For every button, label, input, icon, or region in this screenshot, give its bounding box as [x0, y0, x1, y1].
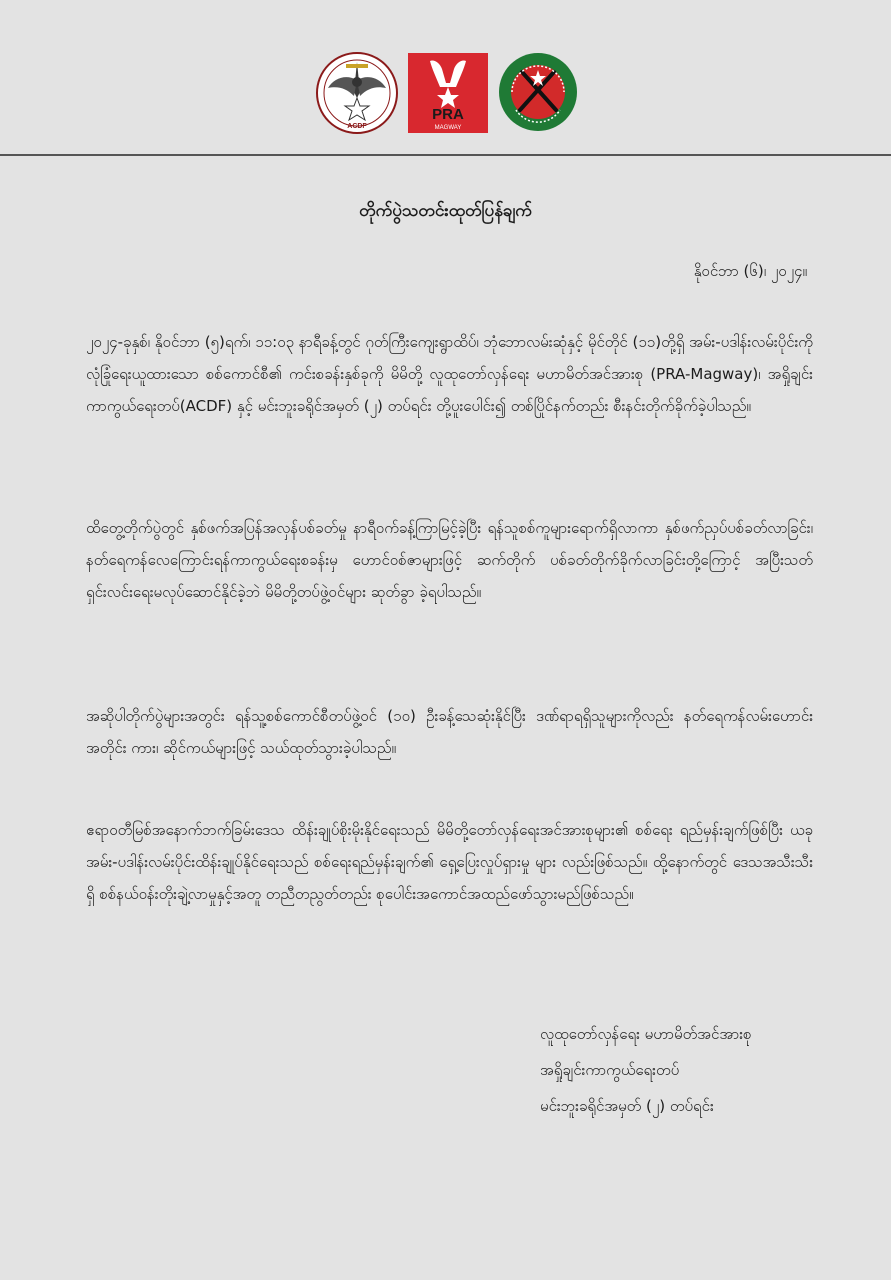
- signature-line-2: အရှိုချင်းကာကွယ်ရေးတပ်: [540, 1061, 680, 1079]
- right-emblem-logo: [498, 52, 578, 132]
- acdf-logo-caption: ACDF: [347, 123, 367, 130]
- paragraph-1: ၂၀၂၄-ခုနှစ်၊ နိုဝင်ဘာ (၅)ရက်၊ ၁၁:၀၃ နာရီခန့်တွင် ဂုတ်ကြီးကျေးရွာထိပ်၊ ဘုံဘောလမ်းဆုံနှင့် မိုင်တိုင် (၁၁)တို့ရှိ အမ်း-ပဒါန်းလမ်းပိုင်းကို လုံခြုံရေးယူထားသော စစ်ကောင်စီ၏ ကင်းစခန်းနှစ်ခုကို မိမိတို့ လူထုတော်လှန်ရေး မဟာမိတ်အင်အားစု (PRA-Magway)၊ အရှိုချင်းကာကွယ်ရေးတပ်(ACDF) နှင့် မင်းဘူးခရိုင်အမှတ် (၂) တပ်ရင်း တို့ပူးပေါင်း၍ တစ်ပြိုင်နက်တည်း စီးနင်းတိုက်ခိုက်ခဲ့ပါသည်။: [86, 333, 813, 415]
- paragraph-2: ထိတွေ့တိုက်ပွဲတွင် နှစ်ဖက်အပြန်အလှန်ပစ်ခတ်မှု နာရီဝက်ခန့်ကြာမြင့်ခဲ့ပြီး ရန်သူစစ်ကူများရောက်ရှိလာကာ နှစ်ဖက်ညှပ်ပစ်ခတ်လာခြင်း၊ နတ်ရေကန်လေကြောင်းရန်ကာကွယ်ရေးစခန်းမှ ဟောင်ဝစ်ဇာများဖြင့် ဆက်တိုက် ပစ်ခတ်တိုက်ခိုက်လာခြင်းတို့ကြောင့် အပြီးသတ်ရှင်းလင်းရေးမလုပ်ဆောင်နိုင်ခဲ့ဘဲ မိမိတို့တပ်ဖွဲ့ဝင်များ ဆုတ်ခွာ ခဲ့ရပါသည်။: [86, 519, 813, 601]
- paragraph-4: ဧရာဝတီမြစ်အနောက်ဘက်ခြမ်းဒေသ ထိန်းချုပ်စိုးမိုးနိုင်ရေးသည် မိမိတို့တော်လှန်ရေးအင်အားစုများ၏ စစ်ရေး ရည်မှန်းချက်ဖြစ်ပြီး ယခု အမ်း-ပဒါန်းလမ်းပိုင်းထိန်းချုပ်နိုင်ရေးသည် စစ်ရေးရည်မှန်းချက်၏ ရှေ့ပြေးလှုပ်ရှားမှု များ လည်းဖြစ်သည်။ ထို့နောက်တွင် ဒေသအသီးသီးရှိ စစ်နယ်ဝန်းတိုးချဲ့လာမှုနှင့်အတူ တညီတညွတ်တည်း စုပေါင်းအကောင်အထည်ဖော်သွားမည်ဖြစ်သည်။: [86, 821, 813, 903]
- pra-logo-caption: MAGWAY: [434, 125, 462, 131]
- signature-line-3: မင်းဘူးခရိုင်အမှတ် (၂) တပ်ရင်း: [540, 1097, 714, 1115]
- logo-row: [0, 52, 891, 134]
- document-date: နိုဝင်ဘာ (၆)၊ ၂၀၂၄။: [693, 262, 807, 280]
- paragraph-3: အဆိုပါတိုက်ပွဲများအတွင်း ရန်သူ့စစ်ကောင်စီတပ်ဖွဲ့ဝင် (၁၀) ဦးခန့်သေဆုံးနိုင်ပြီး ဒဏ်ရာရရှိသူများကိုလည်း နတ်ရေကန်လမ်းဟောင်းအတိုင်း ကား၊ ဆိုင်ကယ်များဖြင့် သယ်ထုတ်သွားခဲ့ပါသည်။: [86, 707, 813, 757]
- signature-block: [540, 1016, 752, 1124]
- header-divider: [0, 154, 891, 156]
- pra-magway-logo: [408, 53, 488, 133]
- page-title: တိုက်ပွဲသတင်းထုတ်ပြန်ချက်: [359, 201, 532, 221]
- signature-line-1: လူထုတော်လှန်ရေး မဟာမိတ်အင်အားစု: [540, 1025, 752, 1043]
- pra-logo-text: PRA: [432, 106, 464, 123]
- acdf-logo: [316, 52, 398, 134]
